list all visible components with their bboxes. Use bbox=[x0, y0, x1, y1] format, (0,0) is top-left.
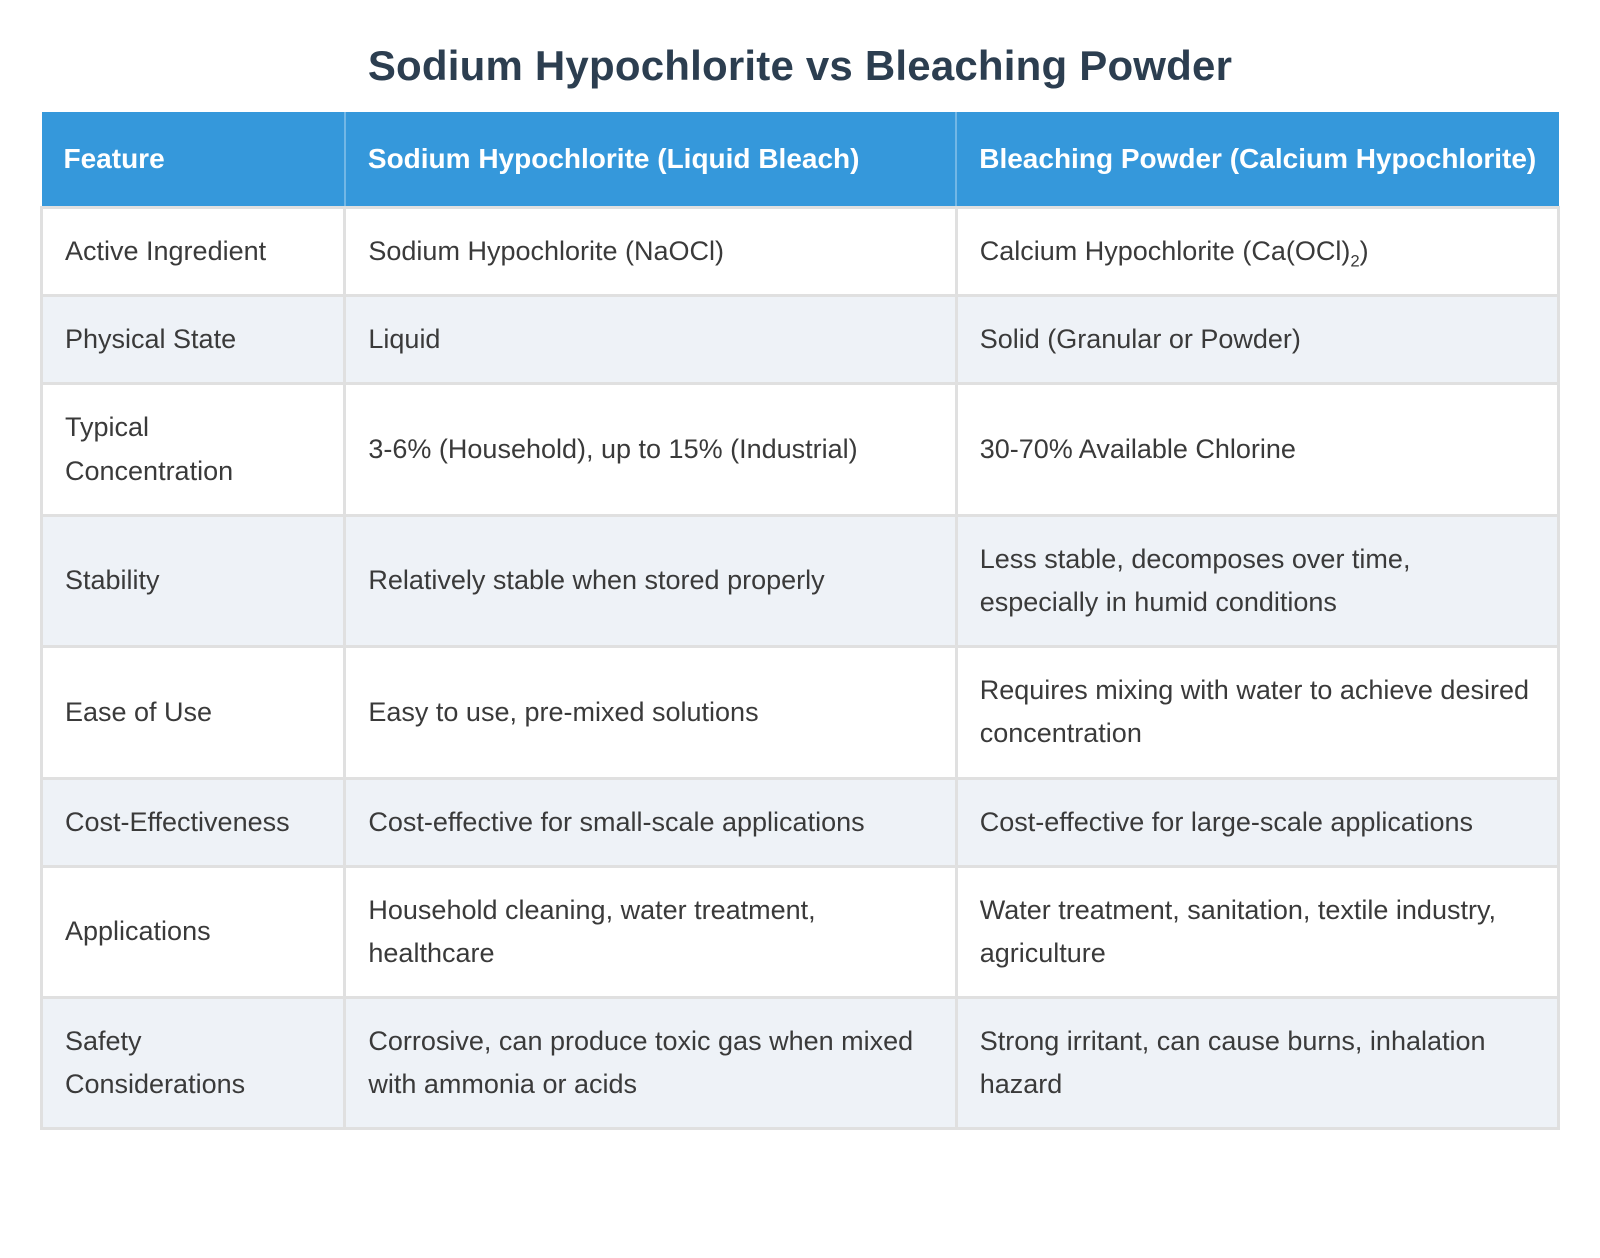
bleaching-powder-cell: Solid (Granular or Powder) bbox=[956, 296, 1558, 384]
bleaching-powder-cell: Requires mixing with water to achieve desired concentration bbox=[956, 647, 1558, 778]
comparison-table bbox=[40, 112, 1560, 1130]
page-title: Sodium Hypochlorite vs Bleaching Powder bbox=[367, 42, 1233, 89]
table-row bbox=[42, 647, 1559, 778]
liquid-bleach-cell: Corrosive, can produce toxic gas when mixed with ammonia or acids bbox=[345, 998, 956, 1129]
bleaching-powder-cell: Water treatment, sanitation, textile industry, agriculture bbox=[956, 866, 1558, 997]
table-row bbox=[42, 296, 1559, 384]
table-row bbox=[42, 384, 1559, 515]
subscript: 2 bbox=[1350, 251, 1360, 271]
feature-cell: Stability bbox=[42, 515, 345, 646]
liquid-bleach-cell: 3-6% (Household), up to 15% (Industrial) bbox=[345, 384, 956, 515]
feature-cell: Active Ingredient bbox=[42, 208, 345, 296]
table-row bbox=[42, 208, 1559, 296]
bleaching-powder-cell: Less stable, decomposes over time, especially in humid conditions bbox=[956, 515, 1558, 646]
feature-cell: Typical Concentration bbox=[42, 384, 345, 515]
header-sodium-hypochlorite: Sodium Hypochlorite (Liquid Bleach) bbox=[345, 112, 956, 208]
header-bleaching-powder: Bleaching Powder (Calcium Hypochlorite) bbox=[956, 112, 1558, 208]
liquid-bleach-cell: Liquid bbox=[345, 296, 956, 384]
table-row bbox=[42, 515, 1559, 646]
feature-cell: Cost-Effectiveness bbox=[42, 778, 345, 866]
table-header bbox=[42, 112, 1559, 208]
bleaching-powder-cell: Strong irritant, can cause burns, inhalation hazard bbox=[956, 998, 1558, 1129]
bleaching-powder-cell: 30-70% Available Chlorine bbox=[956, 384, 1558, 515]
feature-cell: Ease of Use bbox=[42, 647, 345, 778]
liquid-bleach-cell: Sodium Hypochlorite (NaOCl) bbox=[345, 208, 956, 296]
liquid-bleach-cell: Easy to use, pre-mixed solutions bbox=[345, 647, 956, 778]
header-feature: Feature bbox=[42, 112, 345, 208]
feature-cell: Safety Considerations bbox=[42, 998, 345, 1129]
header-row bbox=[42, 112, 1559, 208]
feature-cell: Physical State bbox=[42, 296, 345, 384]
table-row bbox=[42, 998, 1559, 1129]
table-row bbox=[42, 866, 1559, 997]
table-row bbox=[42, 778, 1559, 866]
liquid-bleach-cell: Household cleaning, water treatment, healthcare bbox=[345, 866, 956, 997]
feature-cell: Applications bbox=[42, 866, 345, 997]
table-body bbox=[42, 208, 1559, 1129]
liquid-bleach-cell: Cost-effective for small-scale applications bbox=[345, 778, 956, 866]
liquid-bleach-cell: Relatively stable when stored properly bbox=[345, 515, 956, 646]
bleaching-powder-cell: Cost-effective for large-scale applications bbox=[956, 778, 1558, 866]
bleaching-powder-cell: Calcium Hypochlorite $(Ca(OCl)_2)$ bbox=[956, 208, 1558, 296]
